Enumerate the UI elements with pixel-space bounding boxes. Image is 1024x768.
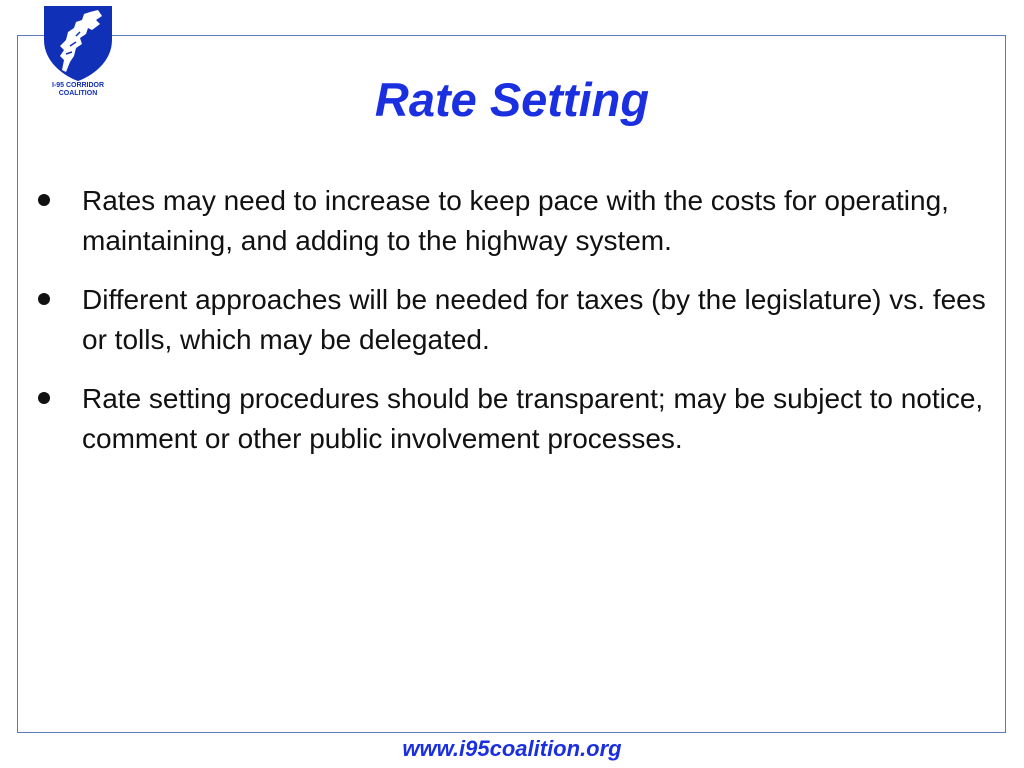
- bullet-marker-icon: [38, 194, 50, 206]
- bullet-list: [38, 181, 988, 478]
- bullet-text: Different approaches will be needed for taxes (by the legislature) vs. fees or tolls, which may be delegated.: [82, 284, 986, 355]
- bullet-item: [38, 379, 988, 459]
- bullet-text: Rate setting procedures should be transparent; may be subject to notice, comment or other public involvement processes.: [82, 383, 984, 454]
- logo-caption-line2: COALITION: [58, 90, 98, 97]
- slide-title: Rate Setting: [374, 73, 650, 126]
- logo-caption-line1: I-95 CORRIDOR: [51, 82, 105, 89]
- bullet-text: Rates may need to increase to keep pace with the costs for operating, maintaining, and adding to the highway system.: [82, 185, 949, 256]
- bullet-item: [38, 181, 988, 261]
- bullet-marker-icon: [38, 293, 50, 305]
- bullet-item: [38, 280, 988, 360]
- bullet-marker-icon: [38, 392, 50, 404]
- footer-url[interactable]: www.i95coalition.org: [402, 736, 622, 761]
